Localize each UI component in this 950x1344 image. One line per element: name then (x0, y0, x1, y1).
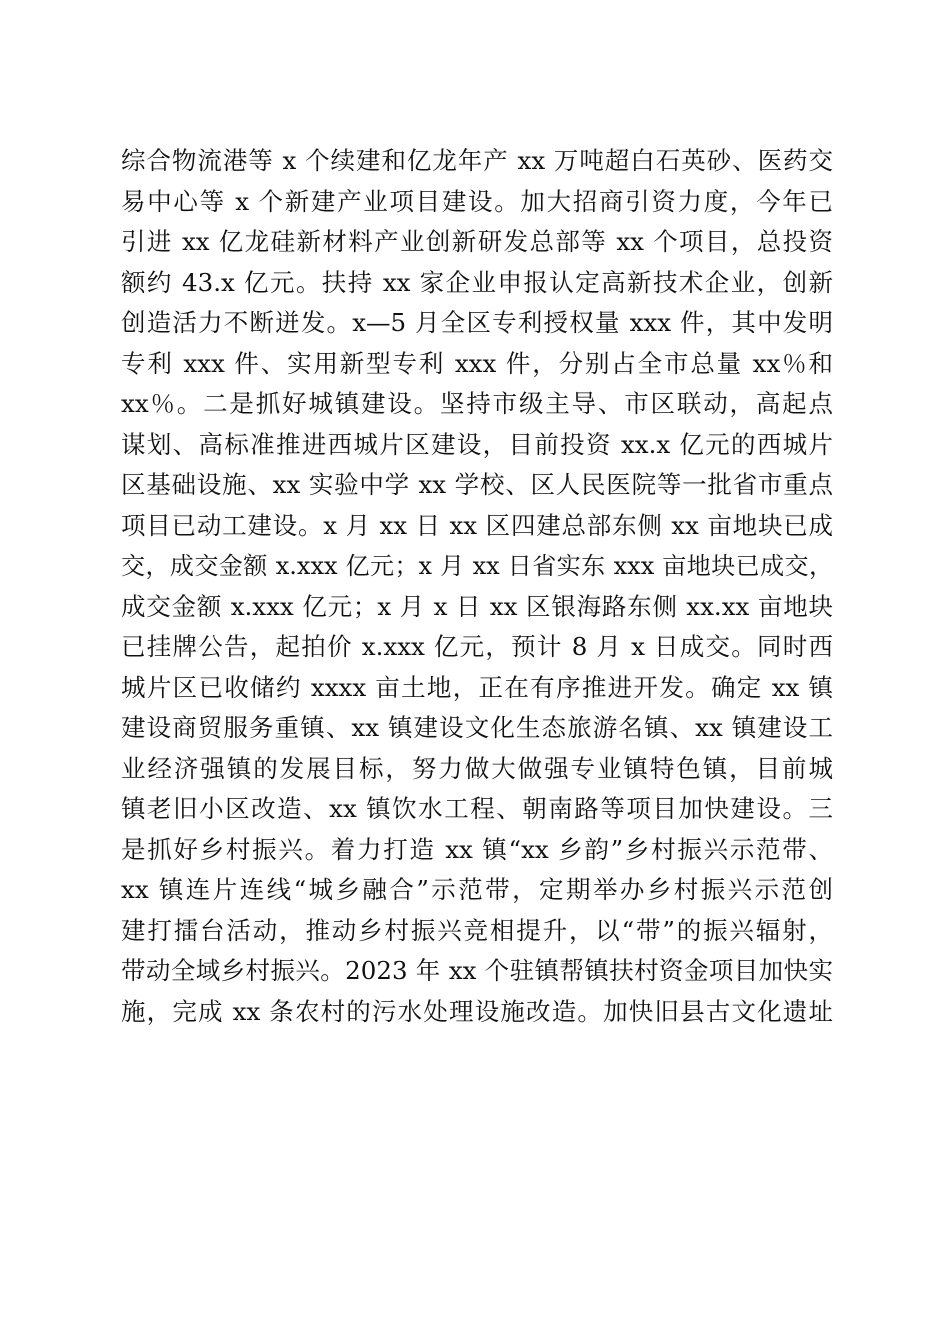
text-line-9: 区基础设施、xx 实验中学 xx 学校、区人民医院等一批省市重点 (121, 470, 833, 499)
text-line-20: 建打擂台活动，推动乡村振兴竞相提升，以“带”的振兴辐射， (121, 915, 833, 945)
text-line-14: 城片区已收储约 xxxx 亩土地，正在有序推进开发。确定 xx 镇 (121, 672, 833, 702)
text-line-18: 是抓好乡村振兴。着力打造 xx 镇“xx 乡韵”乡村振兴示范带、 (121, 834, 833, 864)
text-line-21: 带动全域乡村振兴。2023 年 xx 个驻镇帮镇扶村资金项目加快实 (121, 956, 833, 985)
text-line-15: 建设商贸服务重镇、xx 镇建设文化生态旅游名镇、xx 镇建设工 (121, 713, 833, 742)
text-line-10: 项目已动工建设。x 月 xx 日 xx 区四建总部东侧 xx 亩地块已成 (121, 510, 833, 540)
text-line-8: 谋划、高标准推进西城片区建设，目前投资 xx.x 亿元的西城片 (121, 429, 833, 459)
text-line-7: xx％。二是抓好城镇建设。坚持市级主导、市区联动，高起点 (121, 389, 833, 418)
body-text (121, 141, 833, 1032)
text-line-12: 成交金额 x.xxx 亿元；x 月 x 日 xx 区银海路东侧 xx.xx 亩地块 (121, 591, 833, 621)
text-line-5: 创造活力不断迸发。x—5 月全区专利授权量 xxx 件，其中发明 (121, 308, 833, 337)
text-line-1: 综合物流港等 x 个续建和亿龙年产 xx 万吨超白石英砂、医药交 (121, 146, 833, 175)
text-line-19: xx 镇连片连线“城乡融合”示范带，定期举办乡村振兴示范创 (121, 875, 833, 904)
text-line-2: 易中心等 x 个新建产业项目建设。加大招商引资力度，今年已 (121, 186, 833, 216)
text-line-6: 专利 xxx 件、实用新型专利 xxx 件，分别占全市总量 xx％和 (121, 348, 833, 378)
text-line-22: 施，完成 xx 条农村的污水处理设施改造。加快旧县古文化遗址 (121, 996, 833, 1026)
text-line-4: 额约 43.x 亿元。扶持 xx 家企业申报认定高新技术企业，创新 (121, 267, 833, 297)
text-line-17: 镇老旧小区改造、xx 镇饮水工程、朝南路等项目加快建设。三 (121, 794, 833, 823)
text-line-16: 业经济强镇的发展目标，努力做大做强专业镇特色镇，目前城 (121, 753, 833, 783)
text-line-3: 引进 xx 亿龙硅新材料产业创新研发总部等 xx 个项目，总投资 (121, 227, 833, 256)
text-line-11: 交，成交金额 x.xxx 亿元；x 月 xx 日省实东 xxx 亩地块已成交， (121, 552, 833, 580)
text-line-13: 已挂牌公告，起拍价 x.xxx 亿元，预计 8 月 x 日成交。同时西 (121, 632, 833, 661)
